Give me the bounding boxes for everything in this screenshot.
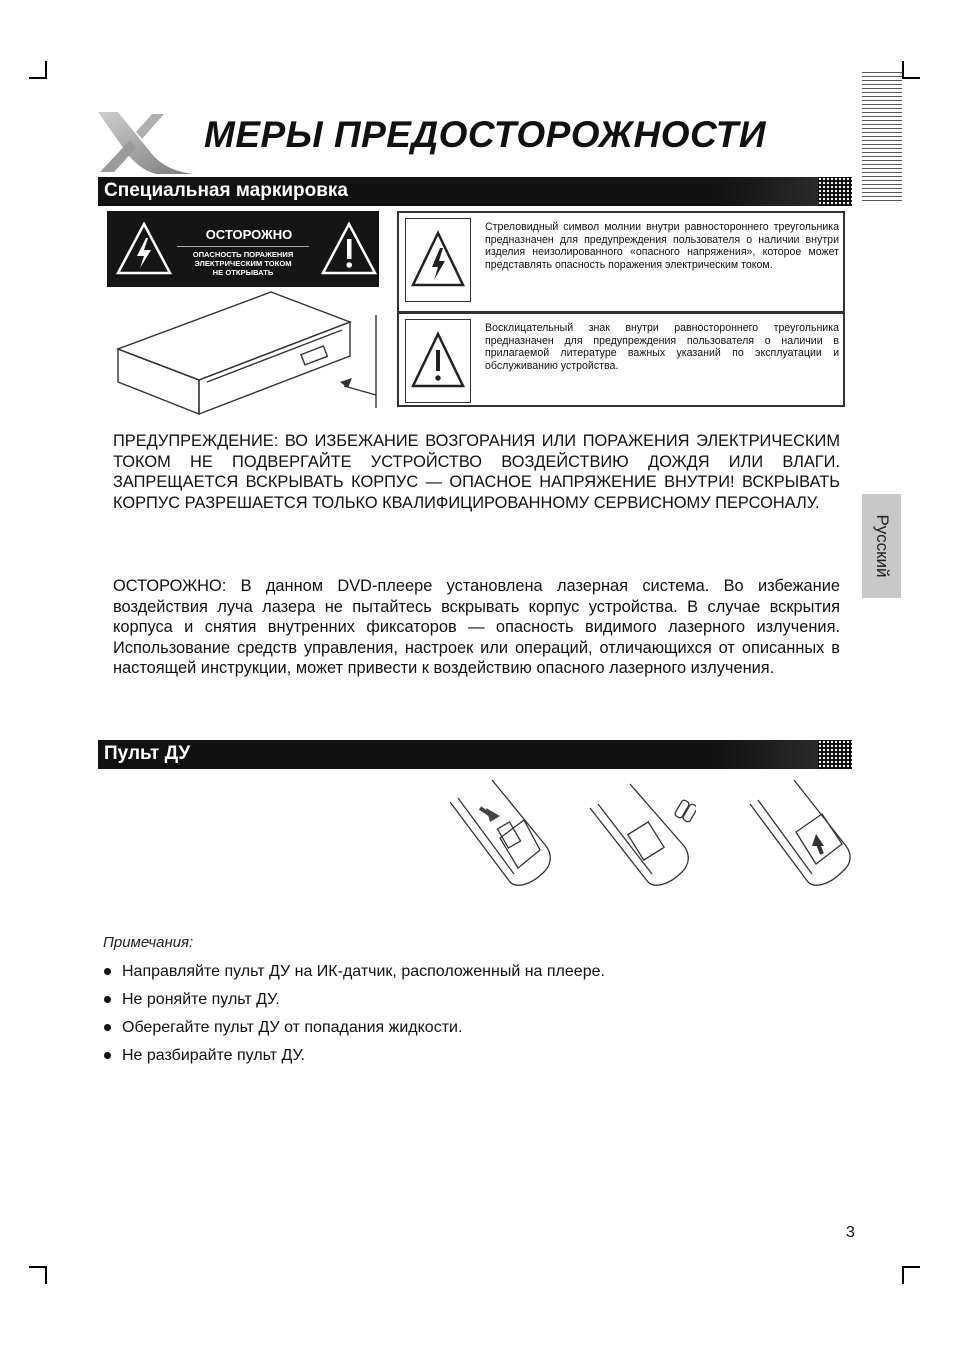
remote-battery-step-2-illustration <box>586 778 696 888</box>
symbol-divider <box>399 311 843 314</box>
exclamation-warning-icon <box>321 221 377 277</box>
note-text: Не разбирайте пульт ДУ. <box>122 1047 306 1064</box>
crop-mark-top-left <box>29 61 47 79</box>
list-item <box>104 958 605 986</box>
exclamation-triangle-icon <box>410 328 466 392</box>
list-item <box>104 1014 605 1042</box>
bullet-icon <box>104 968 111 975</box>
laser-caution-paragraph: ОСТОРОЖНО: В данном DVD-плеере установлена лазерная система. Во избежание воздействия луча лазера не пытайтесь вскрывать корпус устройства. В случае вскрытия корпуса и снятия внутренних фиксаторов — опасность видимого лазерного излучения. Использование средств управления, настроек или операций, отличающихся от описанных в настоящей инструкции, может привести к воздействию опасного лазерного излучения. <box>113 577 840 677</box>
caution-label-text <box>177 250 309 277</box>
section-header-dots <box>818 177 852 206</box>
caution-label-divider <box>177 246 309 247</box>
section-header-dots <box>818 740 852 769</box>
language-tab-label: Русский <box>872 514 892 578</box>
page-title: МЕРЫ ПРЕДОСТОРОЖНОСТИ <box>204 114 767 155</box>
crop-mark-bottom-left <box>29 1266 47 1284</box>
crop-mark-top-right <box>902 61 920 79</box>
note-text: Направляйте пульт ДУ на ИК-датчик, расположенный на плеере. <box>122 963 605 980</box>
language-tab <box>862 494 901 598</box>
caution-label <box>107 211 379 287</box>
bullet-icon <box>104 1024 111 1031</box>
section-header-special-marking <box>98 177 852 206</box>
section-header-remote-control <box>98 740 852 769</box>
remote-battery-step-1-illustration <box>444 778 554 888</box>
note-text: Не роняйте пульт ДУ. <box>122 991 280 1008</box>
section-title: Пульт ДУ <box>104 743 191 764</box>
notes-heading: Примечания: <box>103 934 194 951</box>
note-text: Оберегайте пульт ДУ от попадания жидкости. <box>122 1019 463 1036</box>
caution-label-title: ОСТОРОЖНО <box>205 227 293 242</box>
lightning-triangle-icon <box>410 227 466 291</box>
lightning-warning-icon <box>115 221 173 277</box>
remote-battery-step-3-illustration <box>748 778 858 888</box>
list-item <box>104 986 605 1014</box>
decorative-stripes <box>862 72 902 202</box>
page-number: 3 <box>846 1224 855 1241</box>
brand-x-logo-icon <box>96 110 196 176</box>
notes-list <box>104 958 605 1070</box>
warning-paragraph: ПРЕДУПРЕЖДЕНИЕ: ВО ИЗБЕЖАНИЕ ВОЗГОРАНИЯ ИЛИ ПОРАЖЕНИЯ ЭЛЕКТРИЧЕСКИМ ТОКОМ НЕ ПОДВЕРГАЙТЕ УСТРОЙСТВО ВОЗДЕЙСТВИЮ ДОЖДЯ ИЛИ ВЛАГИ. ЗАПРЕЩАЕТСЯ ВСКРЫВАТЬ КОРПУС — ОПАСНОЕ НАПРЯЖЕНИЕ ВНУТРИ! ВСКРЫВАТЬ КОРПУС РАЗРЕШАЕТСЯ ТОЛЬКО КВАЛИФИЦИРОВАННОМУ СЕРВИСНОМУ ПЕРСОНАЛУ. <box>113 432 840 512</box>
caution-label-line: НЕ ОТКРЫВАТЬ <box>212 268 274 277</box>
exclamation-symbol-description: Восклицательный знак внутри равностороннего треугольника предназначен для предупреждения пользователя о наличии в прилагаемой литературе важных указаний по эксплуатации и обслуживанию устройства. <box>485 322 839 372</box>
lightning-symbol-box <box>405 218 471 302</box>
caution-label-line: ЭЛЕКТРИЧЕСКИМ ТОКОМ <box>194 259 292 268</box>
section-title: Специальная маркировка <box>104 180 348 201</box>
list-item <box>104 1042 605 1070</box>
caution-label-line: ОПАСНОСТЬ ПОРАЖЕНИЯ <box>192 250 294 259</box>
lightning-symbol-description: Стреловидный символ молнии внутри равностороннего треугольника предназначен для предупреждения пользователя о наличии внутри изделия неизолированного «опасного напряжения», которое может представлять опасность поражения электрическим током. <box>485 221 839 271</box>
crop-mark-bottom-right <box>902 1266 920 1284</box>
bullet-icon <box>104 996 111 1003</box>
exclamation-symbol-box <box>405 319 471 403</box>
dvd-player-device-illustration <box>106 290 396 415</box>
bullet-icon <box>104 1052 111 1059</box>
warning-symbols-explanation <box>397 211 845 407</box>
